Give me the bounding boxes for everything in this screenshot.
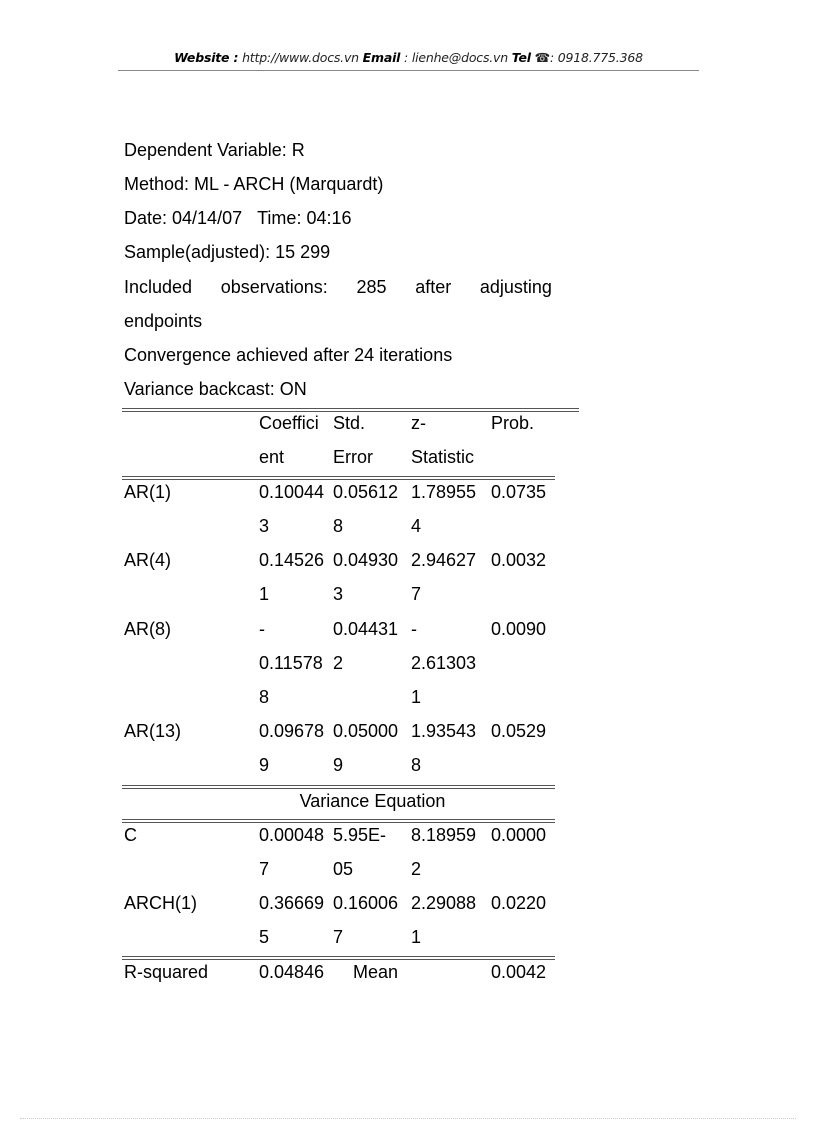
dependent-variable: Dependent Variable: R	[124, 140, 305, 160]
z-cell: 1.78955	[411, 482, 477, 502]
row-label: AR(8)	[124, 619, 172, 639]
variance-equation-title: Variance Equation	[299, 791, 446, 811]
z-cell: 1	[411, 927, 422, 947]
header-zstat-1: z-	[411, 413, 426, 433]
z-cell: 4	[411, 516, 422, 536]
se-cell: 0.05612	[333, 482, 399, 502]
z-cell: -	[411, 619, 417, 639]
page-header	[118, 50, 699, 65]
header-prob: Prob.	[491, 413, 535, 433]
se-cell: 3	[333, 584, 344, 604]
se-cell: 2	[333, 653, 344, 673]
row-label: AR(4)	[124, 550, 172, 570]
backcast-line: Variance backcast: ON	[124, 379, 307, 399]
row-label: R-squared	[124, 962, 209, 982]
z-cell: 2.94627	[411, 550, 477, 570]
z-cell: 8.18959	[411, 825, 477, 845]
header-stderr-2: Error	[333, 447, 373, 467]
z-cell: 1.93543	[411, 721, 477, 741]
method-line: Method: ML - ARCH (Marquardt)	[124, 174, 384, 194]
se-cell: 0.04930	[333, 550, 399, 570]
coef-cell: 0.04846	[259, 962, 325, 982]
time-text: Time: 04:16	[257, 208, 352, 228]
coef-cell: 0.00048	[259, 825, 325, 845]
email-label: Email	[362, 50, 401, 65]
prob-cell: 0.0735	[491, 482, 547, 502]
tel-value: : 0918.775.368	[549, 50, 643, 65]
row-label: AR(13)	[124, 721, 182, 741]
website-label: Website :	[174, 50, 239, 65]
footer-dotted-line	[20, 1118, 796, 1119]
header-stderr-1: Std.	[333, 413, 366, 433]
se-cell: 5.95E-	[333, 825, 387, 845]
se-cell: 0.05000	[333, 721, 399, 741]
email-value[interactable]: : lienhe@docs.vn	[404, 50, 508, 65]
obs-word: Included	[124, 277, 193, 297]
website-url[interactable]: http://www.docs.vn	[242, 50, 359, 65]
row-label: C	[124, 825, 137, 845]
coef-cell: 9	[259, 755, 270, 775]
row-label: ARCH(1)	[124, 893, 198, 913]
z-cell: 2	[411, 859, 422, 879]
obs-word: adjusting	[479, 277, 552, 297]
z-cell: 8	[411, 755, 422, 775]
observations-tail: endpoints	[124, 311, 203, 331]
sample-line: Sample(adjusted): 15 299	[124, 242, 331, 262]
prob-cell: 0.0042	[491, 962, 547, 982]
header-zstat-2: Statistic	[411, 447, 475, 467]
coef-cell: 3	[259, 516, 270, 536]
se-cell: 7	[333, 927, 344, 947]
prob-cell: 0.0032	[491, 550, 547, 570]
se-cell: 0.16006	[333, 893, 399, 913]
prob-cell: 0.0220	[491, 893, 547, 913]
obs-word: after	[415, 277, 452, 297]
se-cell: 9	[333, 755, 344, 775]
observations-line	[124, 270, 552, 304]
coef-cell: 0.11578	[259, 653, 323, 673]
se-cell: 8	[333, 516, 344, 536]
row-label: AR(1)	[124, 482, 172, 502]
coef-cell: 0.09678	[259, 721, 325, 741]
prob-cell: 0.0000	[491, 825, 547, 845]
z-cell: 1	[411, 687, 422, 707]
header-coefficient-2: ent	[259, 447, 285, 467]
header-divider	[118, 70, 699, 71]
coef-cell: 0.10044	[259, 482, 325, 502]
z-cell: 2.61303	[411, 653, 477, 673]
se-cell: 05	[333, 859, 354, 879]
se-cell: Mean	[353, 962, 399, 982]
coef-cell: 8	[259, 687, 270, 707]
coef-cell: 1	[259, 584, 270, 604]
prob-cell: 0.0529	[491, 721, 547, 741]
coef-cell: 5	[259, 927, 270, 947]
obs-word: observations:	[220, 277, 328, 297]
coef-cell: 0.36669	[259, 893, 325, 913]
date-time-line	[124, 201, 352, 235]
coef-cell: 0.14526	[259, 550, 325, 570]
coef-cell: 7	[259, 859, 270, 879]
coef-cell: -	[259, 619, 265, 639]
prob-cell: 0.0090	[491, 619, 547, 639]
convergence-line: Convergence achieved after 24 iterations	[124, 345, 453, 365]
obs-word: 285	[356, 277, 387, 297]
date-text: Date: 04/14/07	[124, 208, 243, 228]
header-coefficient-1: Coeffici	[259, 413, 319, 433]
tel-label: Tel	[511, 50, 531, 65]
se-cell: 0.04431	[333, 619, 399, 639]
z-cell: 2.29088	[411, 893, 477, 913]
z-cell: 7	[411, 584, 422, 604]
phone-icon: ☎	[534, 50, 550, 65]
